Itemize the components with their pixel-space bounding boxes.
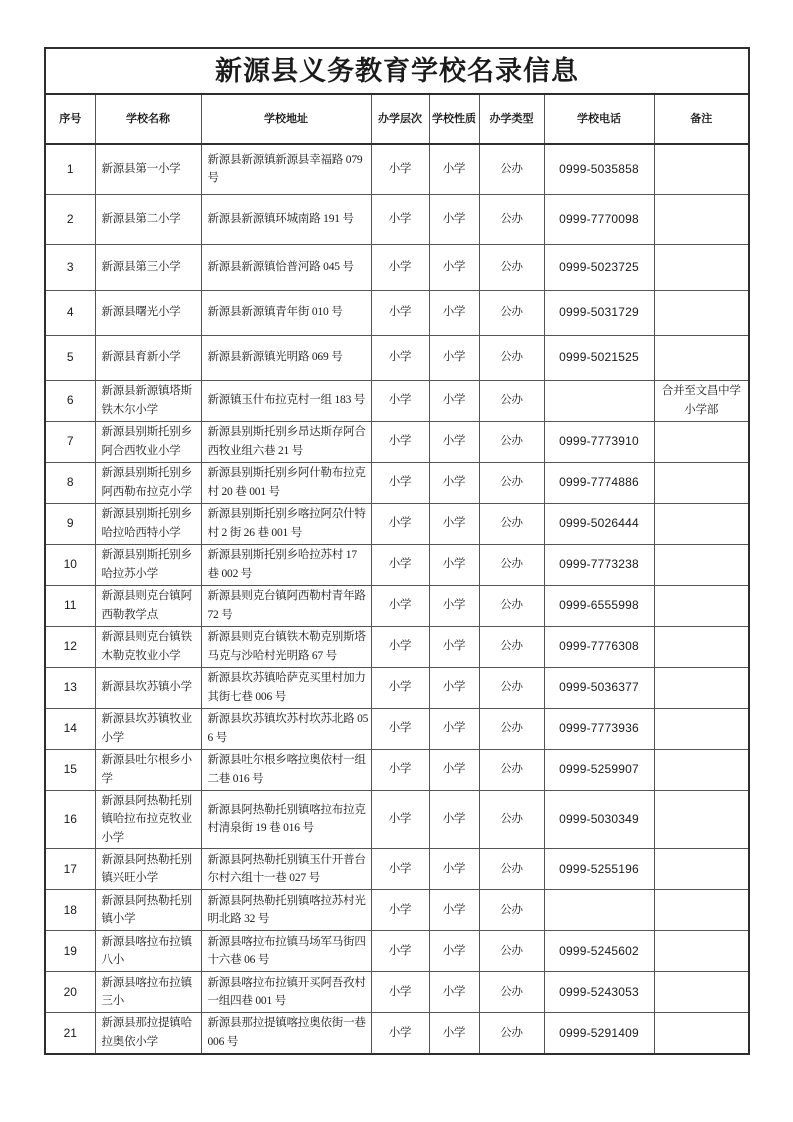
- cell-school-nature: 小学: [429, 462, 479, 503]
- table-row: [45, 931, 749, 972]
- cell-remark: [654, 244, 749, 290]
- column-header-row: [45, 94, 749, 144]
- cell-remark: [654, 790, 749, 849]
- column-header-phone: 学校电话: [544, 94, 654, 144]
- cell-school-nature: 小学: [429, 335, 479, 380]
- cell-serial-no: 14: [45, 708, 95, 749]
- column-header-no: 序号: [45, 94, 95, 144]
- cell-school-level: 小学: [371, 194, 429, 244]
- cell-remark: [654, 144, 749, 194]
- cell-school-address: 新源县阿热勒托别镇玉什开普台尔村六组十一巷 027 号: [201, 849, 371, 890]
- cell-school-type: 公办: [479, 626, 544, 667]
- cell-school-phone: 0999-7773238: [544, 544, 654, 585]
- cell-remark: [654, 544, 749, 585]
- cell-serial-no: 18: [45, 890, 95, 931]
- cell-school-phone: 0999-5036377: [544, 667, 654, 708]
- table-row: [45, 708, 749, 749]
- cell-school-phone: 0999-5021525: [544, 335, 654, 380]
- table-row: [45, 335, 749, 380]
- cell-school-name: 新源县第一小学: [95, 144, 201, 194]
- cell-serial-no: 20: [45, 972, 95, 1013]
- cell-school-nature: 小学: [429, 1013, 479, 1054]
- cell-school-name: 新源县阿热勒托别镇兴旺小学: [95, 849, 201, 890]
- cell-school-level: 小学: [371, 790, 429, 849]
- cell-school-level: 小学: [371, 708, 429, 749]
- cell-school-address: 新源县别斯托别乡哈拉苏村 17 巷 002 号: [201, 544, 371, 585]
- cell-school-address: 新源县新源镇环城南路 191 号: [201, 194, 371, 244]
- cell-school-phone: 0999-5245602: [544, 931, 654, 972]
- title-row: [45, 48, 749, 94]
- table-row: [45, 626, 749, 667]
- cell-school-phone: 0999-5259907: [544, 749, 654, 790]
- cell-school-name: 新源县坎苏镇牧业小学: [95, 708, 201, 749]
- cell-serial-no: 16: [45, 790, 95, 849]
- cell-school-type: 公办: [479, 544, 544, 585]
- cell-school-nature: 小学: [429, 290, 479, 335]
- cell-remark: [654, 585, 749, 626]
- cell-school-level: 小学: [371, 849, 429, 890]
- cell-school-type: 公办: [479, 667, 544, 708]
- school-directory-table: [44, 47, 750, 1055]
- table-row: [45, 462, 749, 503]
- table-row: [45, 667, 749, 708]
- table-row: [45, 790, 749, 849]
- cell-school-address: 新源县坎苏镇坎苏村坎苏北路 056 号: [201, 708, 371, 749]
- cell-school-name: 新源县喀拉布拉镇八小: [95, 931, 201, 972]
- cell-school-type: 公办: [479, 1013, 544, 1054]
- cell-school-level: 小学: [371, 462, 429, 503]
- cell-school-name: 新源县育新小学: [95, 335, 201, 380]
- cell-serial-no: 17: [45, 849, 95, 890]
- cell-school-level: 小学: [371, 749, 429, 790]
- column-header-school-name: 学校名称: [95, 94, 201, 144]
- cell-school-type: 公办: [479, 290, 544, 335]
- cell-serial-no: 13: [45, 667, 95, 708]
- cell-school-type: 公办: [479, 421, 544, 462]
- table-row: [45, 749, 749, 790]
- cell-school-phone: 0999-5291409: [544, 1013, 654, 1054]
- column-header-remark: 备注: [654, 94, 749, 144]
- cell-serial-no: 12: [45, 626, 95, 667]
- cell-school-type: 公办: [479, 503, 544, 544]
- cell-remark: [654, 1013, 749, 1054]
- cell-school-address: 新源县坎苏镇哈萨克买里村加力其街七巷 006 号: [201, 667, 371, 708]
- cell-school-name: 新源县第二小学: [95, 194, 201, 244]
- cell-school-nature: 小学: [429, 890, 479, 931]
- cell-school-address: 新源县新源镇青年街 010 号: [201, 290, 371, 335]
- cell-remark: [654, 335, 749, 380]
- cell-remark: [654, 194, 749, 244]
- table-row: [45, 194, 749, 244]
- cell-school-level: 小学: [371, 290, 429, 335]
- cell-serial-no: 7: [45, 421, 95, 462]
- cell-school-phone: 0999-7776308: [544, 626, 654, 667]
- cell-school-phone: 0999-5031729: [544, 290, 654, 335]
- cell-remark: [654, 849, 749, 890]
- cell-school-name: 新源县吐尔根乡小学: [95, 749, 201, 790]
- cell-school-nature: 小学: [429, 585, 479, 626]
- table-row: [45, 144, 749, 194]
- page-title: 新源县义务教育学校名录信息: [45, 48, 749, 94]
- cell-remark: [654, 931, 749, 972]
- cell-school-address: 新源县吐尔根乡喀拉奥依村一组二巷 016 号: [201, 749, 371, 790]
- cell-serial-no: 11: [45, 585, 95, 626]
- cell-school-address: 新源县新源镇恰普河路 045 号: [201, 244, 371, 290]
- cell-school-nature: 小学: [429, 544, 479, 585]
- cell-school-phone: 0999-5023725: [544, 244, 654, 290]
- cell-school-level: 小学: [371, 244, 429, 290]
- cell-school-level: 小学: [371, 972, 429, 1013]
- cell-school-nature: 小学: [429, 790, 479, 849]
- cell-school-type: 公办: [479, 849, 544, 890]
- cell-serial-no: 1: [45, 144, 95, 194]
- cell-remark: [654, 421, 749, 462]
- cell-school-level: 小学: [371, 667, 429, 708]
- cell-school-nature: 小学: [429, 972, 479, 1013]
- table-row: [45, 585, 749, 626]
- cell-school-phone: 0999-6555998: [544, 585, 654, 626]
- cell-school-level: 小学: [371, 380, 429, 421]
- cell-school-name: 新源县则克台镇铁木勒克牧业小学: [95, 626, 201, 667]
- cell-school-address: 新源县则克台镇铁木勒克别斯塔马克与沙哈村光明路 67 号: [201, 626, 371, 667]
- cell-school-phone: 0999-7773936: [544, 708, 654, 749]
- cell-school-level: 小学: [371, 626, 429, 667]
- cell-remark: [654, 626, 749, 667]
- column-header-level: 办学层次: [371, 94, 429, 144]
- cell-school-address: 新源县别斯托别乡昂达斯存阿合西牧业组六巷 21 号: [201, 421, 371, 462]
- cell-remark: [654, 972, 749, 1013]
- cell-school-type: 公办: [479, 749, 544, 790]
- cell-remark: [654, 708, 749, 749]
- cell-serial-no: 8: [45, 462, 95, 503]
- table-row: [45, 503, 749, 544]
- cell-school-nature: 小学: [429, 667, 479, 708]
- cell-school-name: 新源县喀拉布拉镇三小: [95, 972, 201, 1013]
- cell-remark: [654, 503, 749, 544]
- table-row: [45, 244, 749, 290]
- cell-school-type: 公办: [479, 585, 544, 626]
- cell-school-address: 新源县喀拉布拉镇开买阿吾孜村一组四巷 001 号: [201, 972, 371, 1013]
- cell-school-name: 新源县那拉提镇哈拉奥依小学: [95, 1013, 201, 1054]
- cell-school-phone: 0999-5026444: [544, 503, 654, 544]
- cell-school-nature: 小学: [429, 244, 479, 290]
- cell-school-address: 新源县喀拉布拉镇马场军马街四十六巷 06 号: [201, 931, 371, 972]
- cell-school-nature: 小学: [429, 749, 479, 790]
- cell-serial-no: 19: [45, 931, 95, 972]
- cell-school-name: 新源县别斯托别乡阿西勒布拉克小学: [95, 462, 201, 503]
- cell-school-name: 新源县别斯托别乡哈拉哈西特小学: [95, 503, 201, 544]
- cell-remark: [654, 890, 749, 931]
- cell-school-name: 新源县坎苏镇小学: [95, 667, 201, 708]
- cell-school-name: 新源县则克台镇阿西勒教学点: [95, 585, 201, 626]
- table-row: [45, 1013, 749, 1054]
- cell-school-type: 公办: [479, 335, 544, 380]
- cell-serial-no: 5: [45, 335, 95, 380]
- cell-school-level: 小学: [371, 585, 429, 626]
- cell-school-nature: 小学: [429, 421, 479, 462]
- table-row: [45, 890, 749, 931]
- table-row: [45, 544, 749, 585]
- cell-school-type: 公办: [479, 708, 544, 749]
- cell-school-nature: 小学: [429, 144, 479, 194]
- cell-school-type: 公办: [479, 244, 544, 290]
- cell-school-phone: 0999-7774886: [544, 462, 654, 503]
- table-row: [45, 849, 749, 890]
- cell-serial-no: 21: [45, 1013, 95, 1054]
- cell-serial-no: 9: [45, 503, 95, 544]
- cell-school-phone: 0999-7773910: [544, 421, 654, 462]
- cell-school-name: 新源县别斯托别乡哈拉苏小学: [95, 544, 201, 585]
- cell-school-type: 公办: [479, 194, 544, 244]
- cell-serial-no: 4: [45, 290, 95, 335]
- cell-school-level: 小学: [371, 544, 429, 585]
- cell-school-level: 小学: [371, 503, 429, 544]
- table-row: [45, 972, 749, 1013]
- cell-school-type: 公办: [479, 144, 544, 194]
- table-row: [45, 380, 749, 421]
- cell-school-address: 新源镇玉什布拉克村一组 183 号: [201, 380, 371, 421]
- cell-school-nature: 小学: [429, 194, 479, 244]
- cell-school-type: 公办: [479, 790, 544, 849]
- cell-serial-no: 6: [45, 380, 95, 421]
- cell-school-nature: 小学: [429, 626, 479, 667]
- cell-school-level: 小学: [371, 890, 429, 931]
- cell-serial-no: 2: [45, 194, 95, 244]
- cell-school-phone: [544, 380, 654, 421]
- cell-school-level: 小学: [371, 144, 429, 194]
- cell-school-phone: 0999-7770098: [544, 194, 654, 244]
- cell-school-type: 公办: [479, 462, 544, 503]
- cell-serial-no: 10: [45, 544, 95, 585]
- cell-school-name: 新源县阿热勒托别镇哈拉布拉克牧业小学: [95, 790, 201, 849]
- cell-school-address: 新源县新源镇新源县幸福路 079 号: [201, 144, 371, 194]
- cell-school-nature: 小学: [429, 708, 479, 749]
- column-header-address: 学校地址: [201, 94, 371, 144]
- table-row: [45, 290, 749, 335]
- cell-school-nature: 小学: [429, 503, 479, 544]
- cell-school-address: 新源县则克台镇阿西勒村青年路 72 号: [201, 585, 371, 626]
- cell-school-phone: 0999-5035858: [544, 144, 654, 194]
- cell-remark: [654, 667, 749, 708]
- cell-remark: [654, 462, 749, 503]
- cell-school-phone: 0999-5243053: [544, 972, 654, 1013]
- cell-serial-no: 15: [45, 749, 95, 790]
- table-body: [45, 144, 749, 1054]
- cell-school-name: 新源县新源镇塔斯铁木尔小学: [95, 380, 201, 421]
- cell-remark: [654, 749, 749, 790]
- cell-serial-no: 3: [45, 244, 95, 290]
- cell-school-address: 新源县阿热勒托别镇喀拉苏村光明北路 32 号: [201, 890, 371, 931]
- cell-school-name: 新源县曙光小学: [95, 290, 201, 335]
- cell-remark: 合并至文昌中学小学部: [654, 380, 749, 421]
- cell-school-nature: 小学: [429, 931, 479, 972]
- cell-school-address: 新源县别斯托别乡喀拉阿尕什特村 2 街 26 巷 001 号: [201, 503, 371, 544]
- cell-school-name: 新源县阿热勒托别镇小学: [95, 890, 201, 931]
- cell-school-name: 新源县第三小学: [95, 244, 201, 290]
- cell-school-phone: [544, 890, 654, 931]
- cell-school-type: 公办: [479, 380, 544, 421]
- cell-school-type: 公办: [479, 972, 544, 1013]
- cell-school-type: 公办: [479, 931, 544, 972]
- column-header-nature: 学校性质: [429, 94, 479, 144]
- cell-school-address: 新源县别斯托别乡阿什勒布拉克村 20 巷 001 号: [201, 462, 371, 503]
- column-header-type: 办学类型: [479, 94, 544, 144]
- cell-school-address: 新源县阿热勒托别镇喀拉布拉克村清泉街 19 巷 016 号: [201, 790, 371, 849]
- cell-school-type: 公办: [479, 890, 544, 931]
- cell-school-phone: 0999-5030349: [544, 790, 654, 849]
- cell-school-phone: 0999-5255196: [544, 849, 654, 890]
- cell-school-name: 新源县别斯托别乡阿合西牧业小学: [95, 421, 201, 462]
- cell-school-level: 小学: [371, 1013, 429, 1054]
- cell-school-level: 小学: [371, 421, 429, 462]
- cell-school-address: 新源县那拉提镇喀拉奥依街一巷 006 号: [201, 1013, 371, 1054]
- cell-school-nature: 小学: [429, 380, 479, 421]
- cell-school-address: 新源县新源镇光明路 069 号: [201, 335, 371, 380]
- cell-school-level: 小学: [371, 335, 429, 380]
- cell-remark: [654, 290, 749, 335]
- table-row: [45, 421, 749, 462]
- cell-school-nature: 小学: [429, 849, 479, 890]
- cell-school-level: 小学: [371, 931, 429, 972]
